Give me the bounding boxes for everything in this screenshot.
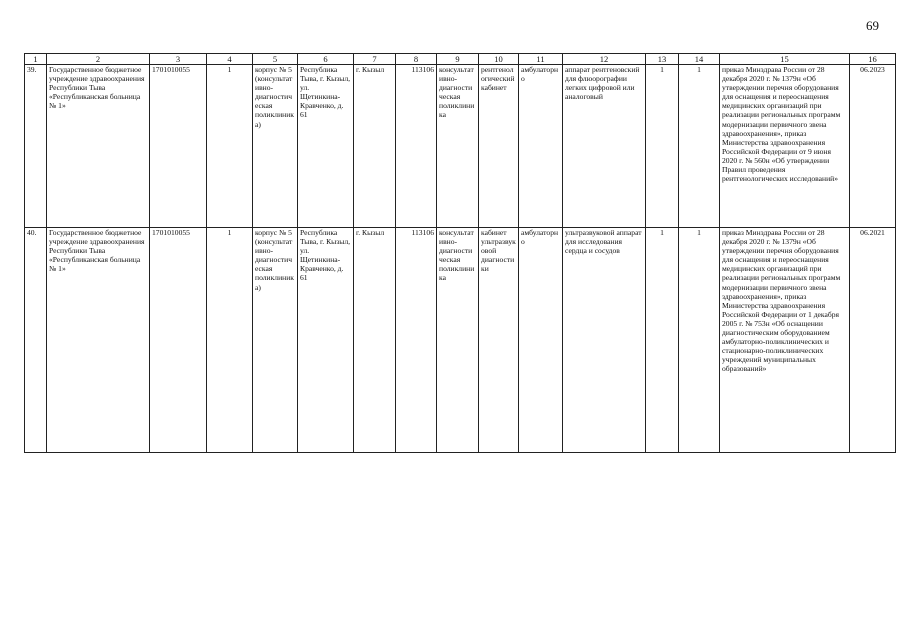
column-header: 7 — [354, 54, 396, 65]
city: г. Кызыл — [354, 65, 396, 228]
column-header: 6 — [298, 54, 354, 65]
column-header: 12 — [563, 54, 646, 65]
department: консультативно-диагностическая поликлиника — [437, 65, 479, 228]
column-header: 5 — [253, 54, 298, 65]
room: кабинет ультразвуковой диагностики — [479, 228, 519, 453]
care-mode: амбулаторно — [519, 228, 563, 453]
row-number: 40. — [25, 228, 47, 453]
organization-name: Государственное бюджетное учреждение здравоохранения Республики Тыва «Республиканская больница № 1» — [47, 65, 150, 228]
column-header: 3 — [150, 54, 207, 65]
address: Республика Тыва, г. Кызыл, ул. Щетинкина-Кравченко, д. 61 — [298, 65, 354, 228]
count: 1 — [207, 65, 253, 228]
equipment: ультразвуковой аппарат для исследования сердца и сосудов — [563, 228, 646, 453]
regulation: приказ Минздрава России от 28 декабря 2020 г. № 1379н «Об утверждении перечня оборудования для оснащения и переоснащения медицинских организаций при реализации региональных программ модернизации первичного звена здравоохранения», приказ Министерства здравоохранения Российской Федерации от 9 июня 2020 г. № 560н «Об утверждении Правил проведения рентгенологических исследований» — [720, 65, 850, 228]
building: корпус № 5 (консультативно-диагностическая поликлиника) — [253, 228, 298, 453]
city: г. Кызыл — [354, 228, 396, 453]
column-header: 14 — [679, 54, 720, 65]
column-header: 10 — [479, 54, 519, 65]
page-number: 69 — [866, 18, 879, 33]
organization-name: Государственное бюджетное учреждение здравоохранения Республики Тыва «Республиканская больница № 1» — [47, 228, 150, 453]
date: 06.2023 — [850, 65, 896, 228]
table-row — [25, 228, 896, 453]
care-mode: амбулаторно — [519, 65, 563, 228]
equipment: аппарат рентгеновский для флюорографии легких цифровой или аналоговый — [563, 65, 646, 228]
department: консультативно-диагностическая поликлиника — [437, 228, 479, 453]
column-number-row — [25, 54, 896, 65]
column-header: 13 — [646, 54, 679, 65]
table-row — [25, 65, 896, 228]
column-header: 15 — [720, 54, 850, 65]
equipment-registry-table — [24, 53, 896, 453]
column-header: 16 — [850, 54, 896, 65]
quantity-fact: 1 — [679, 228, 720, 453]
column-header: 11 — [519, 54, 563, 65]
code: 113106 — [396, 228, 437, 453]
inn: 1701010055 — [150, 65, 207, 228]
column-header: 8 — [396, 54, 437, 65]
regulation: приказ Минздрава России от 28 декабря 2020 г. № 1379н «Об утверждении перечня оборудования для оснащения и переоснащения медицинских организаций при реализации региональных программ модернизации первичного звена здравоохранения», приказ Министерства здравоохранения Российской Федерации от 1 декабря 2005 г. № 753н «Об оснащении диагностическим оборудованием амбулаторно-поликлинических и стационарно-поликлинических учреждений муниципальных образований» — [720, 228, 850, 453]
code: 113106 — [396, 65, 437, 228]
address: Республика Тыва, г. Кызыл, ул. Щетинкина-Кравченко, д. 61 — [298, 228, 354, 453]
quantity-fact: 1 — [679, 65, 720, 228]
building: корпус № 5 (консультативно-диагностическая поликлиника) — [253, 65, 298, 228]
column-header: 2 — [47, 54, 150, 65]
quantity-plan: 1 — [646, 228, 679, 453]
column-header: 9 — [437, 54, 479, 65]
column-header: 1 — [25, 54, 47, 65]
quantity-plan: 1 — [646, 65, 679, 228]
column-header: 4 — [207, 54, 253, 65]
row-number: 39. — [25, 65, 47, 228]
room: рентгенологический кабинет — [479, 65, 519, 228]
inn: 1701010055 — [150, 228, 207, 453]
count: 1 — [207, 228, 253, 453]
date: 06.2021 — [850, 228, 896, 453]
